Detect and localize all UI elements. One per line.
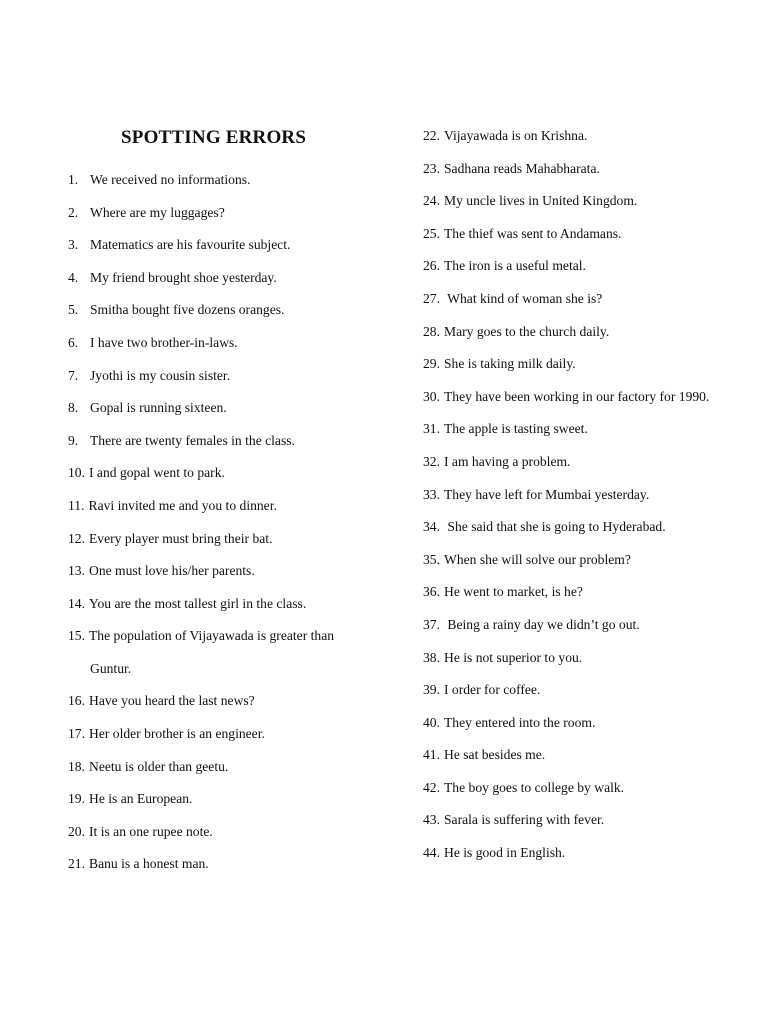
list-item	[423, 844, 763, 877]
item-number: 44.	[423, 845, 440, 861]
item-number: 39.	[423, 682, 440, 698]
item-text: I order for coffee.	[444, 682, 541, 698]
item-text: What kind of woman she is?	[444, 290, 603, 306]
item-number: 3.	[68, 237, 79, 253]
item-number: 40.	[423, 714, 440, 730]
item-number: 29.	[423, 356, 440, 372]
item-number: 15.	[68, 628, 85, 644]
item-text: We received no informations.	[90, 172, 251, 187]
right-error-list	[423, 127, 763, 877]
list-item	[423, 616, 763, 649]
list-item	[68, 432, 398, 465]
list-item	[68, 334, 398, 367]
item-text: My friend brought shoe yesterday.	[90, 269, 277, 285]
item-text: It is an one rupee note.	[89, 823, 213, 839]
item-text: My uncle lives in United Kingdom.	[444, 193, 638, 209]
item-text: Sadhana reads Mahabharata.	[444, 160, 600, 176]
item-number: 14.	[68, 595, 85, 611]
page-title: SPOTTING ERRORS	[121, 127, 307, 148]
item-text: You are the most tallest girl in the class.	[89, 595, 307, 611]
list-item	[68, 595, 398, 628]
list-item	[68, 204, 398, 237]
item-number: 17.	[68, 725, 85, 741]
item-text: Banu is a honest man.	[89, 856, 209, 872]
item-text: She said that she is going to Hyderabad.	[444, 519, 666, 535]
item-text: The apple is tasting sweet.	[444, 421, 588, 437]
item-text: Vijayawada is on Krishna.	[444, 128, 588, 143]
list-item	[68, 530, 398, 563]
list-item	[423, 811, 763, 844]
item-text: The population of Vijayawada is greater than	[89, 628, 335, 644]
item-text: I have two brother-in-laws.	[90, 334, 238, 350]
item-number: 38.	[423, 649, 440, 665]
item-text: I am having a problem.	[444, 453, 571, 469]
item-number: 8.	[68, 400, 79, 416]
list-item	[68, 497, 398, 530]
list-item	[68, 627, 398, 692]
item-number: 27.	[423, 290, 440, 306]
list-item	[423, 714, 763, 747]
list-item	[423, 583, 763, 616]
item-number: 2.	[68, 204, 79, 220]
list-item	[423, 453, 763, 486]
item-text: He went to market, is he?	[444, 584, 583, 600]
list-item	[423, 323, 763, 356]
item-number: 12.	[68, 530, 85, 546]
item-number: 43.	[423, 812, 440, 828]
item-number: 16.	[68, 693, 85, 709]
item-text: Matematics are his favourite subject.	[90, 237, 291, 253]
item-number: 31.	[423, 421, 440, 437]
item-text: Jyothi is my cousin sister.	[90, 367, 231, 383]
item-text: There are twenty females in the class.	[90, 432, 295, 448]
item-number: 20.	[68, 823, 85, 839]
item-number: 37.	[423, 616, 440, 632]
list-item	[68, 171, 398, 204]
item-text-continued: Guntur.	[90, 660, 132, 676]
list-item	[423, 486, 763, 519]
list-item	[423, 257, 763, 290]
item-text: They entered into the room.	[444, 714, 596, 730]
item-number: 10.	[68, 465, 85, 481]
item-text: Ravi invited me and you to dinner.	[88, 497, 277, 513]
list-item	[423, 420, 763, 453]
list-item	[423, 160, 763, 193]
list-item	[423, 225, 763, 258]
item-number: 26.	[423, 258, 440, 274]
list-item	[68, 464, 398, 497]
list-item	[68, 823, 398, 856]
list-item	[68, 692, 398, 725]
item-number: 13.	[68, 563, 85, 579]
item-text: She is taking milk daily.	[444, 356, 576, 372]
item-number: 5.	[68, 302, 79, 318]
list-item	[68, 855, 398, 888]
item-number: 36.	[423, 584, 440, 600]
list-item	[68, 269, 398, 302]
item-number: 25.	[423, 225, 440, 241]
list-item	[423, 746, 763, 779]
item-text: The iron is a useful metal.	[444, 258, 586, 274]
item-number: 18.	[68, 758, 85, 774]
item-number: 22.	[423, 128, 440, 143]
item-number: 23.	[423, 160, 440, 176]
list-item	[423, 127, 763, 160]
list-item	[423, 681, 763, 714]
item-number: 35.	[423, 551, 440, 567]
list-item	[68, 790, 398, 823]
item-number: 4.	[68, 269, 79, 285]
list-item	[423, 649, 763, 682]
list-item	[68, 301, 398, 334]
item-text: Gopal is running sixteen.	[90, 400, 227, 416]
item-number: 24.	[423, 193, 440, 209]
item-text: Being a rainy day we didn’t go out.	[444, 616, 640, 632]
item-number: 11.	[68, 497, 85, 513]
item-text: When she will solve our problem?	[444, 551, 631, 567]
item-number: 33.	[423, 486, 440, 502]
item-text: The boy goes to college by walk.	[444, 779, 625, 795]
list-item	[423, 779, 763, 812]
list-item	[68, 399, 398, 432]
item-text: Mary goes to the church daily.	[444, 323, 610, 339]
item-text: The thief was sent to Andamans.	[444, 225, 622, 241]
item-text: Where are my luggages?	[90, 204, 225, 220]
item-text: He is not superior to you.	[444, 649, 583, 665]
item-number: 19.	[68, 791, 85, 807]
item-number: 42.	[423, 779, 440, 795]
list-item	[423, 518, 763, 551]
item-text: Smitha bought five dozens oranges.	[90, 302, 285, 318]
item-text: Sarala is suffering with fever.	[444, 812, 605, 828]
list-item	[423, 551, 763, 584]
item-text: Every player must bring their bat.	[89, 530, 273, 546]
list-item	[423, 355, 763, 388]
item-text: They have been working in our factory for 1990.	[444, 388, 710, 404]
item-number: 28.	[423, 323, 440, 339]
list-item	[68, 725, 398, 758]
item-text: They have left for Mumbai yesterday.	[444, 486, 650, 502]
item-number: 21.	[68, 856, 85, 872]
item-text: One must love his/her parents.	[89, 563, 255, 579]
item-text: Her older brother is an engineer.	[89, 725, 265, 741]
list-item	[68, 562, 398, 595]
item-number: 1.	[68, 172, 79, 187]
left-error-list	[68, 171, 398, 888]
list-item	[68, 758, 398, 791]
item-number: 32.	[423, 453, 440, 469]
list-item	[68, 367, 398, 400]
item-number: 6.	[68, 334, 79, 350]
list-item	[423, 290, 763, 323]
item-number: 41.	[423, 747, 440, 763]
list-item	[68, 236, 398, 269]
item-number: 7.	[68, 367, 79, 383]
item-text: I and gopal went to park.	[89, 465, 225, 481]
list-item	[423, 192, 763, 225]
item-text: He is good in English.	[444, 845, 566, 861]
item-text: He is an European.	[89, 791, 193, 807]
item-text: He sat besides me.	[444, 747, 546, 763]
list-item	[423, 388, 763, 421]
item-text: Have you heard the last news?	[89, 693, 255, 709]
item-number: 9.	[68, 432, 79, 448]
item-number: 34.	[423, 519, 440, 535]
item-number: 30.	[423, 388, 440, 404]
item-text: Neetu is older than geetu.	[89, 758, 229, 774]
